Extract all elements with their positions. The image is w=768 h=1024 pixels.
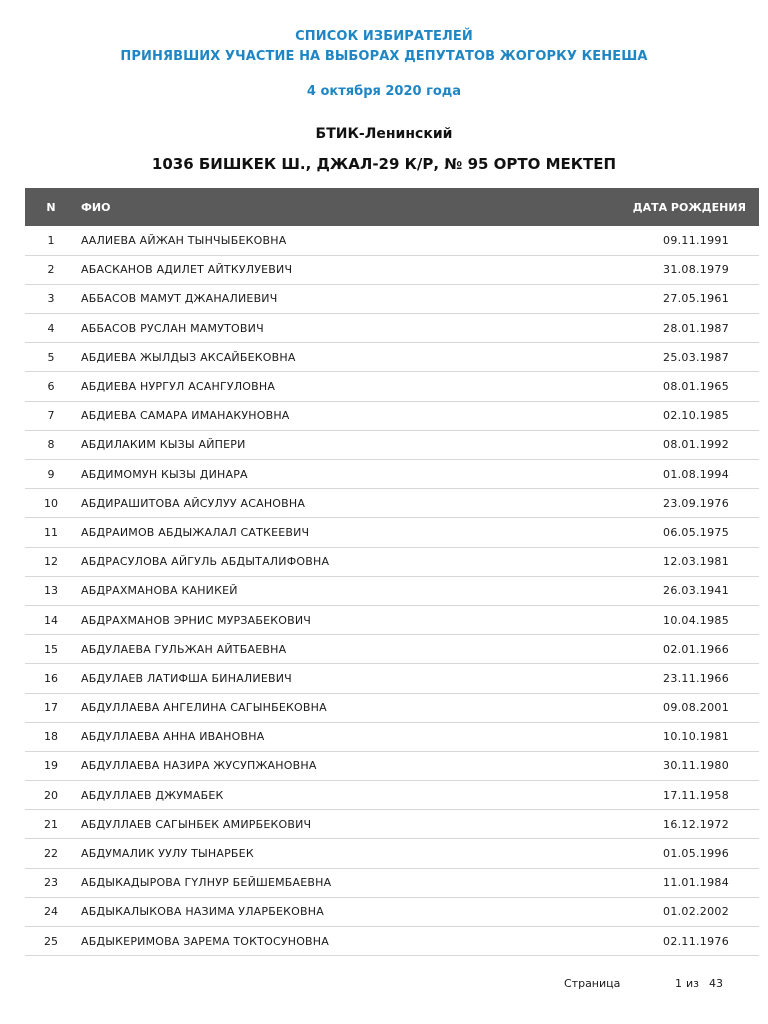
row-birthdate: 02.01.1966 — [663, 642, 729, 656]
table-row — [25, 693, 759, 722]
row-birthdate: 01.08.1994 — [663, 467, 729, 481]
row-birthdate: 02.10.1985 — [663, 409, 729, 423]
column-header-fullname: ФИО — [81, 200, 111, 214]
table-row — [25, 401, 759, 430]
table-row — [25, 868, 759, 897]
row-number: 10 — [44, 496, 58, 510]
row-number: 12 — [44, 555, 58, 569]
row-number: 15 — [44, 642, 58, 656]
row-fullname: АБДРАИМОВ АБДЫЖАЛАЛ САТКЕЕВИЧ — [81, 525, 310, 539]
row-birthdate: 25.03.1987 — [663, 350, 729, 364]
row-number: 25 — [44, 934, 58, 948]
table-row — [25, 255, 759, 284]
table-row — [25, 314, 759, 343]
voters-table — [25, 188, 759, 956]
page-current-number: 1 — [675, 977, 682, 990]
row-birthdate: 08.01.1992 — [663, 438, 729, 452]
precinct-name: 1036 БИШКЕК Ш., ДЖАЛ-29 К/Р, № 95 ОРТО МЕКТЕП — [151, 155, 617, 173]
row-birthdate: 17.11.1958 — [663, 788, 729, 802]
row-birthdate: 01.02.2002 — [663, 905, 729, 919]
row-birthdate: 08.01.1965 — [663, 380, 729, 394]
row-fullname: АБДУЛЛАЕВА НАЗИРА ЖУСУПЖАНОВНА — [81, 759, 317, 773]
row-fullname: АБДИЛАКИМ КЫЗЫ АЙПЕРИ — [81, 438, 246, 452]
row-fullname: АБДРАСУЛОВА АЙГУЛЬ АБДЫТАЛИФОВНА — [81, 555, 330, 569]
table-row — [25, 810, 759, 839]
table-row — [25, 839, 759, 868]
table-row — [25, 635, 759, 664]
row-number: 20 — [44, 788, 58, 802]
row-fullname: АБДИМОМУН КЫЗЫ ДИНАРА — [81, 467, 248, 481]
row-number: 11 — [44, 525, 58, 539]
row-fullname: АБДЫКАЛЫКОВА НАЗИМА УЛАРБЕКОВНА — [81, 905, 324, 919]
row-number: 3 — [47, 292, 55, 306]
column-header-birthdate: ДАТА РОЖДЕНИЯ — [632, 200, 746, 214]
table-row — [25, 226, 759, 255]
table-header-row — [25, 188, 759, 226]
row-birthdate: 06.05.1975 — [663, 525, 729, 539]
table-row — [25, 547, 759, 576]
row-number: 24 — [44, 905, 58, 919]
row-fullname: АБДУЛАЕВА ГУЛЬЖАН АЙТБАЕВНА — [81, 642, 287, 656]
row-number: 17 — [44, 701, 58, 715]
row-birthdate: 16.12.1972 — [663, 817, 729, 831]
row-number: 13 — [44, 584, 58, 598]
row-fullname: АБДИЕВА ЖЫЛДЫЗ АКСАЙБЕКОВНА — [81, 350, 296, 364]
row-number: 7 — [47, 409, 55, 423]
column-header-number: N — [46, 200, 56, 214]
row-fullname: АБДИРАШИТОВА АЙСУЛУУ АСАНОВНА — [81, 496, 306, 510]
row-fullname: АБДЫКАДЫРОВА ГҮЛНУР БЕЙШЕМБАЕВНА — [81, 876, 332, 890]
table-body — [25, 226, 759, 956]
row-fullname: АБДУЛЛАЕВА АНГЕЛИНА САГЫНБЕКОВНА — [81, 701, 327, 715]
row-number: 23 — [44, 876, 58, 890]
row-birthdate: 30.11.1980 — [663, 759, 729, 773]
row-birthdate: 02.11.1976 — [663, 934, 729, 948]
page-footer — [0, 977, 768, 993]
row-birthdate: 28.01.1987 — [663, 321, 729, 335]
title-line-2: ПРИНЯВШИХ УЧАСТИЕ НА ВЫБОРАХ ДЕПУТАТОВ ЖОГОРКУ КЕНЕША — [120, 49, 648, 64]
row-birthdate: 31.08.1979 — [663, 263, 729, 277]
row-number: 16 — [44, 671, 58, 685]
table-row — [25, 576, 759, 605]
table-row — [25, 343, 759, 372]
row-fullname: АББАСОВ МАМУТ ДЖАНАЛИЕВИЧ — [81, 292, 278, 306]
district-name: БТИК-Ленинский — [315, 126, 453, 142]
page-total-number: 43 — [709, 977, 723, 990]
row-fullname: АБДЫКЕРИМОВА ЗАРЕМА ТОКТОСУНОВНА — [81, 934, 330, 948]
row-fullname: АБДУЛАЕВ ЛАТИФША БИНАЛИЕВИЧ — [81, 671, 292, 685]
table-row — [25, 897, 759, 926]
table-row — [25, 284, 759, 313]
row-birthdate: 27.05.1961 — [663, 292, 729, 306]
table-row — [25, 489, 759, 518]
election-date: 4 октября 2020 года — [306, 84, 462, 99]
row-number: 18 — [44, 730, 58, 744]
table-row — [25, 372, 759, 401]
table-row — [25, 927, 759, 956]
row-birthdate: 11.01.1984 — [663, 876, 729, 890]
table-row — [25, 430, 759, 459]
row-birthdate: 23.11.1966 — [663, 671, 729, 685]
table-row — [25, 722, 759, 751]
table-row — [25, 518, 759, 547]
row-fullname: АБДУЛЛАЕВ ДЖУМАБЕК — [81, 788, 224, 802]
row-number: 2 — [47, 263, 55, 277]
row-fullname: АБДУЛЛАЕВ САГЫНБЕК АМИРБЕКОВИЧ — [81, 817, 312, 831]
row-number: 14 — [44, 613, 58, 627]
row-birthdate: 01.05.1996 — [663, 847, 729, 861]
row-birthdate: 26.03.1941 — [663, 584, 729, 598]
row-number: 19 — [44, 759, 58, 773]
row-number: 4 — [47, 321, 55, 335]
row-number: 22 — [44, 847, 58, 861]
row-fullname: АБДУЛЛАЕВА АННА ИВАНОВНА — [81, 730, 265, 744]
row-fullname: АБДРАХМАНОВА КАНИКЕЙ — [81, 584, 238, 598]
title-line-1: СПИСОК ИЗБИРАТЕЛЕЙ — [295, 29, 473, 44]
row-number: 6 — [47, 380, 55, 394]
row-fullname: АБДРАХМАНОВ ЭРНИС МУРЗАБЕКОВИЧ — [81, 613, 312, 627]
row-birthdate: 09.08.2001 — [663, 701, 729, 715]
table-header — [25, 188, 759, 226]
row-number: 8 — [47, 438, 55, 452]
table-row — [25, 664, 759, 693]
row-birthdate: 23.09.1976 — [663, 496, 729, 510]
row-number: 21 — [44, 817, 58, 831]
row-number: 1 — [47, 233, 55, 247]
table-row — [25, 781, 759, 810]
row-fullname: АББАСОВ РУСЛАН МАМУТОВИЧ — [81, 321, 264, 335]
page-of-label: из — [686, 977, 699, 990]
table-row — [25, 605, 759, 634]
row-fullname: АБАСКАНОВ АДИЛЕТ АЙТКУЛУЕВИЧ — [81, 263, 293, 277]
row-fullname: АБДУМАЛИК УУЛУ ТЫНАРБЕК — [81, 847, 254, 861]
row-fullname: АБДИЕВА НУРГУЛ АСАНГУЛОВНА — [81, 380, 276, 394]
row-birthdate: 12.03.1981 — [663, 555, 729, 569]
row-birthdate: 10.04.1985 — [663, 613, 729, 627]
row-number: 5 — [47, 350, 55, 364]
row-birthdate: 09.11.1991 — [663, 233, 729, 247]
row-birthdate: 10.10.1981 — [663, 730, 729, 744]
page-label: Страница — [564, 977, 621, 990]
table-row — [25, 460, 759, 489]
table-row — [25, 751, 759, 780]
row-number: 9 — [47, 467, 55, 481]
row-fullname: ААЛИЕВА АЙЖАН ТЫНЧЫБЕКОВНА — [81, 233, 287, 247]
row-fullname: АБДИЕВА САМАРА ИМАНАКУНОВНА — [81, 409, 290, 423]
document-title — [0, 27, 768, 67]
